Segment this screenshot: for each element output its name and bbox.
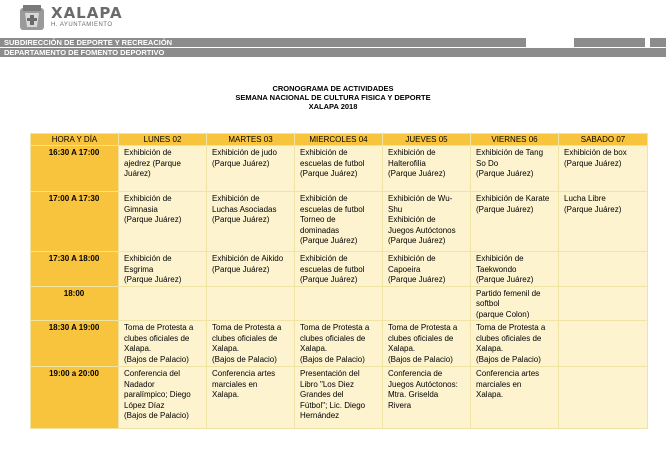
- column-header: SABADO 07: [559, 134, 648, 146]
- activity-line: Exhibición de: [124, 254, 172, 263]
- activity-cell: [383, 192, 471, 252]
- department-bar: DEPARTAMENTO DE FOMENTO DEPORTIVO: [0, 48, 666, 57]
- activity-line: Exhibición de Tang: [476, 148, 544, 157]
- time-cell: 19:00 a 20:00: [31, 367, 119, 429]
- activity-cell: [383, 321, 471, 367]
- activity-line: Juegos Autóctonos: [388, 225, 456, 235]
- activity-line: clubes oficiales de: [124, 333, 190, 343]
- activity-line: Conferencia del: [124, 369, 181, 378]
- time-cell: 18:30 A 19:00: [31, 321, 119, 367]
- activity-cell: [383, 286, 471, 321]
- bar-block: [574, 38, 645, 47]
- activity-line: (Parque Juárez): [388, 236, 446, 245]
- activity-line: Gimnasia: [124, 204, 158, 214]
- activity-line: escuelas de futbol: [300, 204, 365, 214]
- activity-line: (Parque Juárez): [476, 169, 534, 178]
- activity-line: Conferencia artes: [212, 369, 276, 378]
- activity-line: clubes oficiales de: [212, 333, 278, 343]
- table-row: [31, 252, 648, 287]
- table-row: [31, 286, 648, 321]
- activity-cell: [119, 252, 207, 287]
- activity-line: (Parque Juárez): [212, 264, 270, 274]
- activity-cell: [471, 252, 559, 287]
- activity-cell: [471, 367, 559, 429]
- activity-cell: [559, 146, 648, 192]
- activity-line: Lucha Libre: [564, 194, 606, 203]
- activity-cell: [207, 252, 295, 287]
- activity-line: Exhibición de Wu-: [388, 194, 453, 203]
- activity-line: Xalapa.: [476, 344, 504, 353]
- activity-line: Hernández: [300, 411, 340, 420]
- activity-cell: [119, 321, 207, 367]
- activity-line: Shu: [388, 204, 403, 214]
- activity-line: Exhibición de: [124, 194, 172, 203]
- activity-cell: [471, 192, 559, 252]
- activity-line: Fútbol"; Lic. Diego: [300, 400, 366, 410]
- activity-line: clubes oficiales de: [388, 333, 454, 343]
- bar-block: [514, 38, 526, 47]
- activity-line: (Parque Juárez): [476, 275, 534, 284]
- activity-line: (Parque Juárez): [476, 204, 534, 214]
- activity-line: Conferencia artes: [476, 369, 540, 378]
- activity-line: Exhibición de: [300, 148, 348, 157]
- activity-line: Exhibición de Karate: [476, 194, 550, 203]
- brand: [51, 6, 123, 29]
- activity-line: Torneo de: [300, 215, 336, 224]
- activity-cell: [207, 321, 295, 367]
- activity-line: marciales en: [476, 379, 522, 389]
- activity-cell: [295, 146, 383, 192]
- brand-sub: H. AYUNTAMIENTO: [51, 22, 113, 28]
- activity-line: (Parque Juárez): [388, 169, 446, 178]
- activity-line: escuelas de futbol: [300, 158, 365, 168]
- activity-line: Grandes del: [300, 390, 344, 399]
- activity-line: (Parque Juárez): [124, 215, 182, 224]
- activity-line: (Bajos de Palacio): [124, 354, 189, 364]
- table-row: [31, 192, 648, 252]
- activity-cell: [295, 192, 383, 252]
- activity-cell: [295, 321, 383, 367]
- activity-line: (Parque Juárez): [300, 275, 358, 284]
- activity-line: Exhibición de: [388, 215, 436, 224]
- table-row: [31, 367, 648, 429]
- activity-line: Xalapa.: [212, 390, 240, 399]
- activity-line: (Bajos de Palacio): [388, 354, 453, 364]
- activity-cell: [559, 252, 648, 287]
- activity-line: Taekwondo: [476, 264, 517, 274]
- header-title: CRONOGRAMA DE ACTIVIDADES: [272, 84, 394, 93]
- activity-line: Exhibición de: [388, 148, 436, 157]
- activity-line: Xalapa.: [212, 344, 240, 353]
- table-header-row: [31, 134, 648, 146]
- activity-line: Toma de Protesta a: [212, 323, 282, 332]
- activity-cell: [471, 321, 559, 367]
- brand-name: XALAPA: [51, 4, 123, 22]
- activity-line: marciales en: [212, 379, 258, 389]
- activity-line: Esgrima: [124, 264, 154, 274]
- activity-line: Mtra. Griselda: [388, 390, 439, 399]
- activity-cell: [207, 367, 295, 429]
- column-header: LUNES 02: [119, 134, 207, 146]
- activity-cell: [119, 192, 207, 252]
- activity-line: clubes oficiales de: [300, 333, 366, 343]
- activity-line: Exhibición de: [212, 194, 260, 203]
- activity-line: Juárez): [124, 169, 151, 178]
- activity-line: (Bajos de Palacio): [476, 354, 541, 364]
- time-cell: 18:00: [31, 286, 119, 321]
- activity-line: softbol: [476, 299, 500, 308]
- column-header: VIERNES 06: [471, 134, 559, 146]
- activity-line: dominadas: [300, 225, 340, 235]
- column-header: HORA Y DÍA: [31, 134, 119, 146]
- activity-line: (Bajos de Palacio): [212, 354, 277, 364]
- activity-line: (Parque Juárez): [564, 204, 622, 214]
- activity-cell: [295, 367, 383, 429]
- activity-line: Exhibición de: [388, 254, 436, 263]
- activity-line: So Do: [476, 158, 499, 168]
- activity-line: paralímpico; Diego: [124, 390, 191, 399]
- header-place: XALAPA 2018: [308, 102, 358, 111]
- activity-cell: [295, 286, 383, 321]
- activity-line: Xalapa.: [388, 344, 416, 353]
- activity-line: López Díaz: [124, 400, 165, 410]
- column-header: MIERCOLES 04: [295, 134, 383, 146]
- activity-line: Presentación del: [300, 369, 360, 378]
- activity-line: Rivera: [388, 400, 412, 410]
- activity-cell: [207, 286, 295, 321]
- activity-cell: [471, 146, 559, 192]
- activity-cell: [119, 367, 207, 429]
- activity-cell: [383, 146, 471, 192]
- activity-line: clubes oficiales de: [476, 333, 542, 343]
- activity-cell: [383, 367, 471, 429]
- activity-line: Exhibición de Aikido: [212, 254, 284, 263]
- table-row: [31, 146, 648, 192]
- activity-line: Xalapa.: [300, 344, 328, 353]
- activity-line: Juegos Autóctonos:: [388, 379, 458, 389]
- time-cell: 17:00 A 17:30: [31, 192, 119, 252]
- activity-cell: [559, 192, 648, 252]
- activity-line: (Parque Juárez): [212, 158, 270, 168]
- document-header: [0, 84, 666, 111]
- schedule-table: [30, 133, 648, 429]
- activity-line: Exhibición de: [300, 194, 348, 203]
- activity-line: Exhibición de judo: [212, 148, 277, 157]
- activity-cell: [559, 367, 648, 429]
- activity-line: (Parque Juárez): [300, 236, 358, 245]
- activity-line: Halterofilia: [388, 158, 426, 168]
- activity-cell: [207, 146, 295, 192]
- activity-line: Toma de Protesta a: [388, 323, 458, 332]
- activity-line: Libro "Los Diez: [300, 379, 354, 389]
- activity-cell: [559, 321, 648, 367]
- activity-line: (Bajos de Palacio): [300, 354, 365, 364]
- activity-line: (Parque Juárez): [564, 158, 622, 168]
- activity-cell: [119, 286, 207, 321]
- activity-line: (Parque Juárez): [388, 275, 446, 284]
- activity-cell: [559, 286, 648, 321]
- subdirection-bar: SUBDIRECCIÓN DE DEPORTE Y RECREACIÓN: [0, 38, 514, 47]
- activity-line: Nadador: [124, 379, 155, 389]
- activity-cell: [383, 252, 471, 287]
- activity-line: (Parque Juárez): [124, 275, 182, 284]
- activity-line: Exhibición de: [124, 148, 172, 157]
- city-seal-logo: [17, 3, 47, 32]
- activity-line: Conferencia de: [388, 369, 443, 378]
- activity-line: escuelas de futbol: [300, 264, 365, 274]
- activity-line: Toma de Protesta a: [300, 323, 370, 332]
- activity-line: Xalapa.: [124, 344, 152, 353]
- activity-line: Luchas Asociadas: [212, 204, 277, 214]
- activity-cell: [471, 286, 559, 321]
- column-header: MARTES 03: [207, 134, 295, 146]
- activity-cell: [207, 192, 295, 252]
- activity-line: Toma de Protesta a: [124, 323, 194, 332]
- activity-line: (parque Colon): [476, 309, 530, 319]
- activity-line: Toma de Protesta a: [476, 323, 546, 332]
- header-subtitle: SEMANA NACIONAL DE CULTURA FISICA Y DEPORTE: [235, 93, 431, 102]
- activity-line: Exhibición de: [300, 254, 348, 263]
- activity-line: ajedrez (Parque: [124, 158, 181, 168]
- activity-line: Exhibición de box: [564, 148, 627, 157]
- activity-line: Exhibición de: [476, 254, 524, 263]
- table-row: [31, 321, 648, 367]
- activity-cell: [119, 146, 207, 192]
- activity-line: (Bajos de Palacio): [124, 411, 189, 420]
- activity-line: Partido femenil de: [476, 288, 541, 298]
- activity-cell: [295, 252, 383, 287]
- column-header: JUEVES 05: [383, 134, 471, 146]
- time-cell: 16:30 A 17:00: [31, 146, 119, 192]
- activity-line: (Parque Juárez): [212, 215, 270, 224]
- activity-line: Capoeira: [388, 264, 421, 274]
- time-cell: 17:30 A 18:00: [31, 252, 119, 287]
- activity-line: Xalapa.: [476, 390, 504, 399]
- activity-line: (Parque Juárez): [300, 169, 358, 178]
- bar-block: [650, 38, 666, 47]
